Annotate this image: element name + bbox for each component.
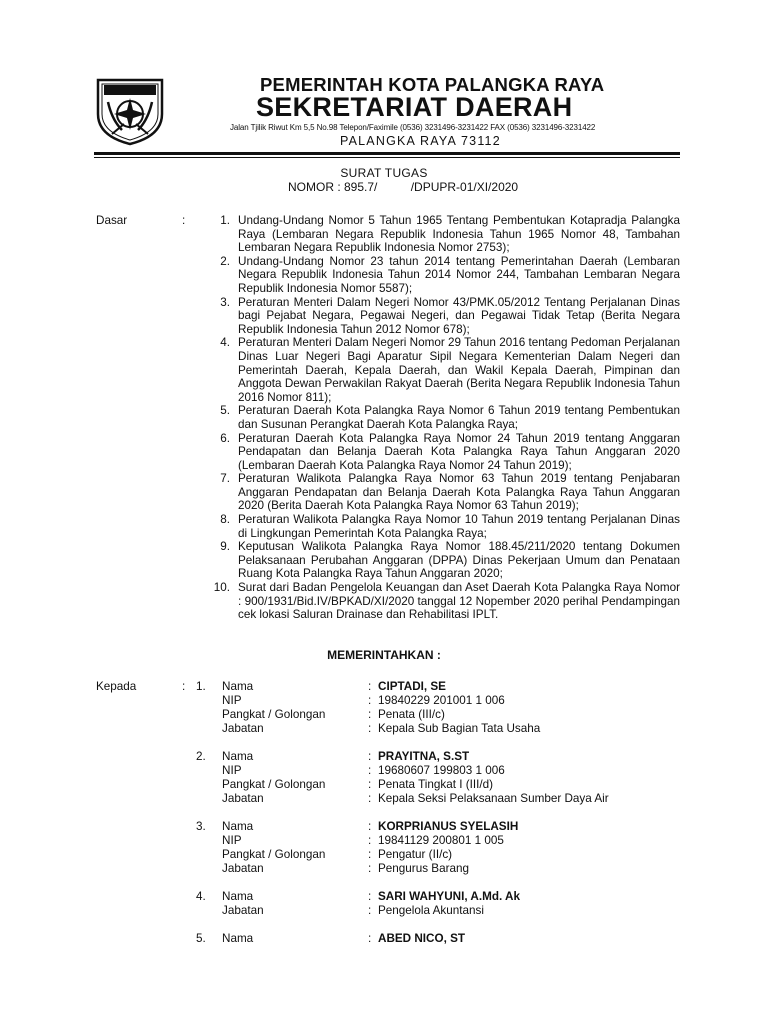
- dasar-item-text: Peraturan Walikota Palangka Raya Nomor 63 Tahun 2019 tentang Penjabaran Anggaran Pendapatan dan Belanja Daerah Kota Palangka Raya Tahun Anggaran 2020 (Berita Daerah Kota Palangka Raya Nomor 63 Tahun 2019);: [238, 472, 680, 513]
- field-colon: :: [368, 778, 372, 791]
- dasar-item-number: 6.: [220, 431, 230, 445]
- field-label: Jabatan: [222, 862, 264, 875]
- person-number: 4.: [196, 890, 206, 903]
- dasar-item: [196, 214, 680, 255]
- dasar-item-number: 8.: [220, 513, 230, 527]
- field-value: Kepala Seksi Pelaksanaan Sumber Daya Air: [378, 792, 609, 805]
- person-block: [196, 890, 680, 918]
- person-number: 3.: [196, 820, 206, 833]
- dasar-colon: :: [182, 214, 186, 227]
- field-label: Jabatan: [222, 792, 264, 805]
- person-block: [196, 820, 680, 876]
- person-name: ABED NICO, ST: [378, 932, 466, 945]
- person-number: 1.: [196, 680, 206, 693]
- field-value: Penata (III/c): [378, 708, 445, 721]
- dasar-item-text: Keputusan Walikota Palangka Raya Nomor 188.45/211/2020 tentang Dokumen Pelaksanaan Perubahan Anggaran (DPPA) Dinas Pekerjaan Umum dan Penataan Ruang Kota Palangka Raya Tahun Anggaran 2020;: [238, 540, 680, 581]
- dasar-list: [196, 214, 680, 622]
- person-row: [196, 862, 680, 876]
- dasar-item-text: Peraturan Daerah Kota Palangka Raya Nomor 24 Tahun 2019 tentang Anggaran Pendapatan dan Belanja Daerah Kota Palangka Raya Tahun Anggaran 2020 (Lembaran Daerah Kota Palangka Raya Nomor 24 Tahun 2019);: [238, 431, 680, 472]
- person-block: [196, 680, 680, 736]
- dasar-item: [196, 432, 680, 473]
- field-label: Jabatan: [222, 722, 264, 735]
- field-label: Nama: [222, 750, 254, 763]
- field-value: 19840229 201001 1 006: [378, 694, 505, 707]
- kepada-label: Kepada: [96, 680, 137, 693]
- person-name: SARI WAHYUNI, A.Md. Ak: [378, 890, 520, 903]
- person-row: [196, 904, 680, 918]
- dasar-label: Dasar: [96, 214, 128, 227]
- field-colon: :: [368, 764, 372, 777]
- field-colon: :: [368, 680, 372, 693]
- field-label: Nama: [222, 680, 254, 693]
- dasar-item: [196, 540, 680, 581]
- field-colon: :: [368, 904, 372, 917]
- field-value: 19841129 200801 1 005: [378, 834, 504, 847]
- letterhead-thick-rule: [94, 152, 680, 155]
- field-colon: :: [368, 694, 372, 707]
- field-value: Pengelola Akuntansi: [378, 904, 484, 917]
- dasar-item-text: Peraturan Menteri Dalam Negeri Nomor 43/PMK.05/2012 Tentang Perjalanan Dinas bagi Pejabat Negara, Pegawai Negeri, dan Pegawai Tidak Tetap (Berita Negara Republik Indonesia Tahun 2012 Nomor 678);: [238, 295, 680, 336]
- person-number: 2.: [196, 750, 206, 763]
- document-number: NOMOR : 895.7/ /DPUPR-01/XI/2020: [288, 180, 519, 194]
- person-row: [196, 890, 680, 904]
- field-value: Pengurus Barang: [378, 862, 469, 875]
- field-colon: :: [368, 834, 372, 847]
- field-label: NIP: [222, 834, 242, 847]
- field-colon: :: [368, 848, 372, 861]
- dasar-item: [196, 296, 680, 337]
- memerintahkan-heading: MEMERINTAHKAN :: [327, 648, 441, 662]
- field-label: NIP: [222, 694, 242, 707]
- field-value: 19680607 199803 1 006: [378, 764, 505, 777]
- city-emblem-logo: [92, 74, 168, 146]
- dasar-item: [196, 336, 680, 404]
- field-label: Nama: [222, 890, 254, 903]
- person-row: [196, 778, 680, 792]
- dasar-item-number: 3.: [220, 295, 230, 309]
- person-block: [196, 750, 680, 806]
- field-label: NIP: [222, 764, 242, 777]
- person-name: PRAYITNA, S.ST: [378, 750, 470, 763]
- field-colon: :: [368, 708, 372, 721]
- person-name: CIPTADI, SE: [378, 680, 446, 693]
- field-label: Pangkat / Golongan: [222, 708, 326, 721]
- dasar-item-number: 9.: [220, 540, 230, 554]
- person-row: [196, 848, 680, 862]
- person-row: [196, 820, 680, 834]
- dasar-item-number: 2.: [220, 254, 230, 268]
- person-row: [196, 932, 680, 946]
- field-colon: :: [368, 722, 372, 735]
- field-label: Jabatan: [222, 904, 264, 917]
- letterhead-secretariat: SEKRETARIAT DAERAH: [256, 92, 573, 122]
- dasar-item-text: Undang-Undang Nomor 23 tahun 2014 tentang Pemerintahan Daerah (Lembaran Negara Republik Indonesia Tahun 2014 Nomor 244, Tambahan Lembaran Negara Republik Indonesia Nomor 5587);: [238, 254, 680, 295]
- letterhead-city: PALANGKA RAYA 73112: [340, 134, 501, 148]
- person-block: [196, 932, 680, 946]
- person-row: [196, 708, 680, 722]
- person-row: [196, 750, 680, 764]
- dasar-item-text: Peraturan Walikota Palangka Raya Nomor 10 Tahun 2019 tentang Perjalanan Dinas di Lingkungan Pemerintah Kota Palangka Raya;: [238, 513, 680, 540]
- dasar-item-text: Surat dari Badan Pengelola Keuangan dan Aset Daerah Kota Palangka Raya Nomor : 900/1931/Bid.IV/BPKAD/XI/2020 tanggal 12 Nopember 2020 perihal Pendampingan cek lokasi Saluran Drainase dan Rehabilitasi IPLT.: [238, 581, 680, 622]
- field-colon: :: [368, 750, 372, 763]
- letterhead-address: Jalan Tjilik Riwut Km 5,5 No.98 Telepon/Faximile (0536) 3231496-3231422 FAX (0536) 3231496-3231422: [230, 123, 596, 132]
- dasar-item-number: 1.: [220, 214, 230, 227]
- person-number: 5.: [196, 932, 206, 945]
- dasar-item: [196, 255, 680, 296]
- person-row: [196, 722, 680, 736]
- dasar-item-text: Peraturan Daerah Kota Palangka Raya Nomor 6 Tahun 2019 tentang Pembentukan dan Susunan Perangkat Daerah Kota Palangka Raya;: [238, 404, 680, 431]
- field-label: Nama: [222, 820, 254, 833]
- person-row: [196, 834, 680, 848]
- letterhead-thin-rule: [94, 157, 680, 158]
- person-row: [196, 680, 680, 694]
- field-label: Pangkat / Golongan: [222, 848, 326, 861]
- dasar-item-number: 7.: [220, 472, 230, 486]
- person-row: [196, 764, 680, 778]
- person-row: [196, 694, 680, 708]
- field-value: Pengatur (II/c): [378, 848, 453, 861]
- field-colon: :: [368, 820, 372, 833]
- person-name: KORPRIANUS SYELASIH: [378, 820, 519, 833]
- dasar-item-text: Peraturan Menteri Dalam Negeri Nomor 29 Tahun 2016 tentang Pedoman Perjalanan Dinas Luar Negeri Bagi Aparatur Sipil Negara Kementerian Dalam Negeri dan Pemerintah Daerah, Kepala Daerah, dan Wakil Kepala Daerah, Pimpinan dan Anggota Dewan Perwakilan Rakyat Daerah (Berita Negara Republik Indonesia Tahun 2016 Nomor 811);: [238, 336, 680, 404]
- dasar-item: [196, 472, 680, 513]
- dasar-item-number: 4.: [220, 336, 230, 350]
- field-colon: :: [368, 890, 372, 903]
- dasar-item: [196, 513, 680, 540]
- dasar-item-number: 10.: [213, 581, 230, 595]
- document-title: SURAT TUGAS: [340, 166, 428, 180]
- kepada-colon: :: [182, 680, 186, 693]
- dasar-item: [196, 404, 680, 431]
- dasar-item-number: 5.: [220, 404, 230, 418]
- field-colon: :: [368, 862, 372, 875]
- field-colon: :: [368, 792, 372, 805]
- person-row: [196, 792, 680, 806]
- field-label: Nama: [222, 932, 254, 945]
- dasar-item-text: Undang-Undang Nomor 5 Tahun 1965 Tentang Pembentukan Kotapradja Palangka Raya (Lembaran Negara Republik Indonesia Tahun 1965 Nomor 48, Tambahan Lembaran Negara Republik Indonesia Nomor 2753);: [238, 214, 680, 255]
- letterhead-government: PEMERINTAH KOTA PALANGKA RAYA: [260, 74, 605, 95]
- dasar-item: [196, 581, 680, 622]
- field-label: Pangkat / Golongan: [222, 778, 326, 791]
- field-value: Penata Tingkat I (III/d): [378, 778, 493, 791]
- field-colon: :: [368, 932, 372, 945]
- field-value: Kepala Sub Bagian Tata Usaha: [378, 722, 541, 735]
